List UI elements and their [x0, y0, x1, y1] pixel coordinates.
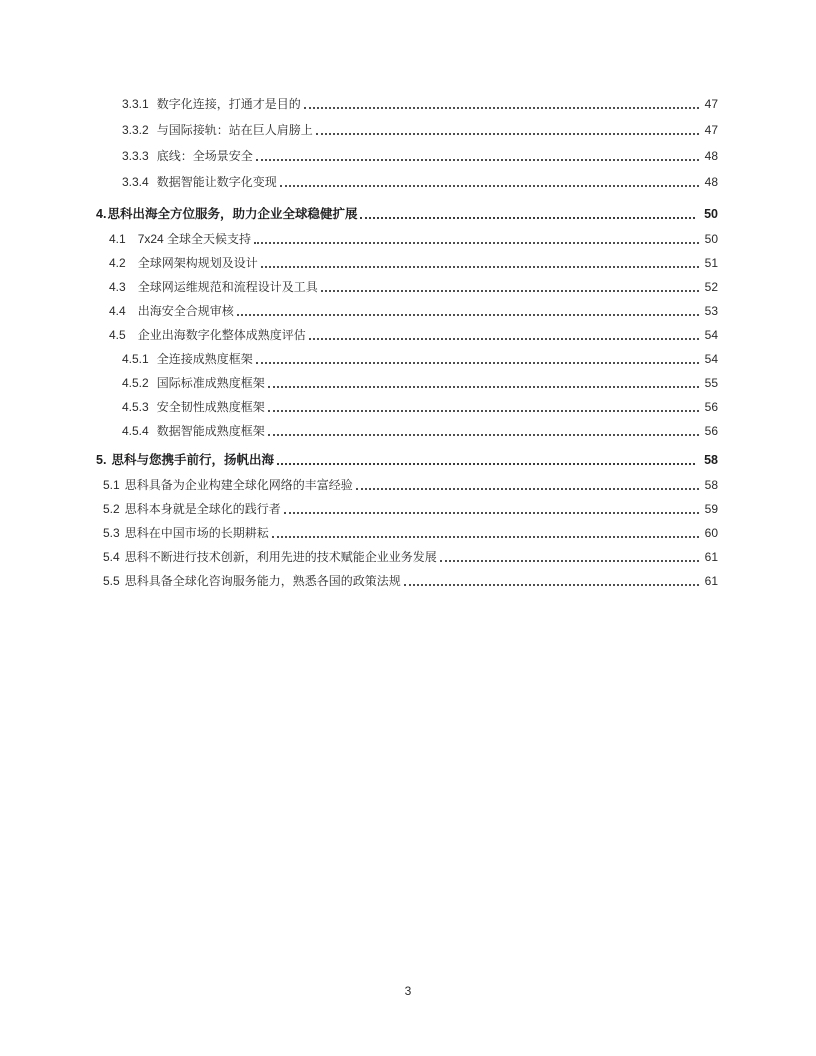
toc-entry-page: 52 [704, 280, 718, 294]
toc-entry[interactable] [96, 251, 718, 275]
dot-leader [237, 299, 699, 316]
toc-entry[interactable] [96, 299, 718, 323]
toc-entry[interactable] [96, 569, 718, 593]
toc-entry[interactable] [96, 323, 718, 347]
toc-entry-page: 48 [704, 175, 718, 189]
toc-entry-title: 数据智能让数字化变现 [156, 175, 277, 189]
toc-entry[interactable] [96, 419, 718, 443]
toc-entry[interactable] [96, 395, 718, 419]
toc-entry-title: 安全韧性成熟度框架 [156, 400, 265, 414]
toc-entry-page: 50 [704, 207, 718, 221]
toc-entry[interactable] [96, 169, 718, 195]
toc-entry-page: 58 [704, 478, 718, 492]
toc-entry-title: 企业出海数字化整体成熟度评估 [137, 328, 306, 342]
toc-entry-number: 4.5.3 [122, 400, 149, 414]
dot-leader [440, 545, 699, 562]
toc-entry[interactable] [96, 497, 718, 521]
toc-entry-title: 全球网架构规划及设计 [137, 256, 258, 270]
toc-section-heading[interactable] [96, 447, 718, 473]
toc-entry-page: 48 [704, 149, 718, 163]
toc-entry-title: 全连接成熟度框架 [156, 352, 253, 366]
toc-entry-page: 59 [704, 502, 718, 516]
toc-entry-number: 5.4 [103, 550, 120, 564]
toc-entry-title: 数字化连接，打通才是目的 [156, 97, 301, 111]
dot-leader [272, 521, 699, 538]
toc-entry-page: 61 [704, 550, 718, 564]
toc-entry-number: 4.1 [109, 232, 126, 246]
dot-leader [280, 169, 699, 187]
dot-leader [321, 275, 699, 292]
toc-entry-page: 47 [704, 97, 718, 111]
toc-entry-number: 4. [96, 207, 107, 221]
dot-leader [268, 371, 699, 388]
toc-entry[interactable] [96, 143, 718, 169]
toc-entry-page: 54 [704, 328, 718, 342]
toc-entry-number: 5.3 [103, 526, 120, 540]
toc-entry-title: 思科具备为企业构建全球化网络的丰富经验 [124, 478, 353, 492]
toc-entry[interactable] [96, 545, 718, 569]
toc-entry-page: 50 [704, 232, 718, 246]
toc-entry-page: 61 [704, 574, 718, 588]
dot-leader [256, 347, 699, 364]
dot-leader [277, 447, 695, 465]
toc-entry[interactable] [96, 347, 718, 371]
toc-entry-number: 4.5 [109, 328, 126, 342]
toc-entry-title: 底线：全场景安全 [156, 149, 253, 163]
toc-entry-title: 思科本身就是全球化的践行者 [124, 502, 281, 516]
toc-entry-page: 58 [704, 453, 718, 467]
toc-entry-number: 5.5 [103, 574, 120, 588]
toc-entry[interactable] [96, 227, 718, 251]
toc-entry-number: 4.2 [109, 256, 126, 270]
toc-entry-number: 3.3.3 [122, 149, 149, 163]
toc-entry-page: 51 [704, 256, 718, 270]
toc-entry-title: 与国际接轨：站在巨人肩膀上 [156, 123, 313, 137]
dot-leader [284, 497, 699, 514]
toc-entry-number: 5. [96, 453, 107, 467]
toc-entry-title: 数据智能成熟度框架 [156, 424, 265, 438]
toc-entry-title: 思科具备全球化咨询服务能力，熟悉各国的政策法规 [124, 574, 401, 588]
toc-entry[interactable] [96, 117, 718, 143]
toc-entry-number: 4.5.4 [122, 424, 149, 438]
toc-entry-number: 5.1 [103, 478, 120, 492]
toc-entry-title: 全球网运维规范和流程设计及工具 [137, 280, 318, 294]
toc-entry[interactable] [96, 521, 718, 545]
toc-entry-title: 国际标准成熟度框架 [156, 376, 265, 390]
page-number-footer [0, 984, 816, 998]
dot-leader [316, 117, 699, 135]
toc-entry-page: 53 [704, 304, 718, 318]
toc-entry-title: 思科不断进行技术创新，利用先进的技术赋能企业业务发展 [124, 550, 437, 564]
dot-leader [268, 419, 699, 436]
toc-entry-number: 3.3.4 [122, 175, 149, 189]
toc-entry-number: 4.3 [109, 280, 126, 294]
toc-entry-number: 5.2 [103, 502, 120, 516]
toc-entry-number: 3.3.1 [122, 97, 149, 111]
toc-entry-title: 7x24 全球全天候支持 [137, 232, 252, 246]
toc-entry-page: 47 [704, 123, 718, 137]
toc-entry-number: 4.4 [109, 304, 126, 318]
toc-entry-page: 56 [704, 400, 718, 414]
dot-leader [261, 251, 699, 268]
toc-entry[interactable] [96, 371, 718, 395]
toc-entry[interactable] [96, 275, 718, 299]
toc-entry-page: 55 [704, 376, 718, 390]
toc-entry-page: 60 [704, 526, 718, 540]
toc-entry-page: 54 [704, 352, 718, 366]
dot-leader [404, 569, 699, 586]
dot-leader [309, 323, 699, 340]
dot-leader [356, 473, 699, 490]
table-of-contents [96, 91, 718, 593]
page-number: 3 [404, 984, 412, 998]
toc-entry-title: 出海安全合规审核 [137, 304, 234, 318]
dot-leader [268, 395, 699, 412]
toc-entry-title: 思科出海全方位服务，助力企业全球稳健扩展 [107, 207, 358, 221]
dot-leader [256, 143, 699, 161]
toc-entry-page: 56 [704, 424, 718, 438]
toc-entry[interactable] [96, 91, 718, 117]
toc-entry-title: 思科在中国市场的长期耕耘 [124, 526, 269, 540]
toc-entry-number: 4.5.2 [122, 376, 149, 390]
toc-section-heading[interactable] [96, 201, 718, 227]
toc-entry-number: 3.3.2 [122, 123, 149, 137]
dot-leader [304, 91, 699, 109]
toc-entry-title: 思科与您携手前行，扬帆出海 [111, 453, 274, 467]
dot-leader [254, 227, 699, 244]
dot-leader [360, 201, 695, 219]
toc-entry[interactable] [96, 473, 718, 497]
toc-entry-number: 4.5.1 [122, 352, 149, 366]
